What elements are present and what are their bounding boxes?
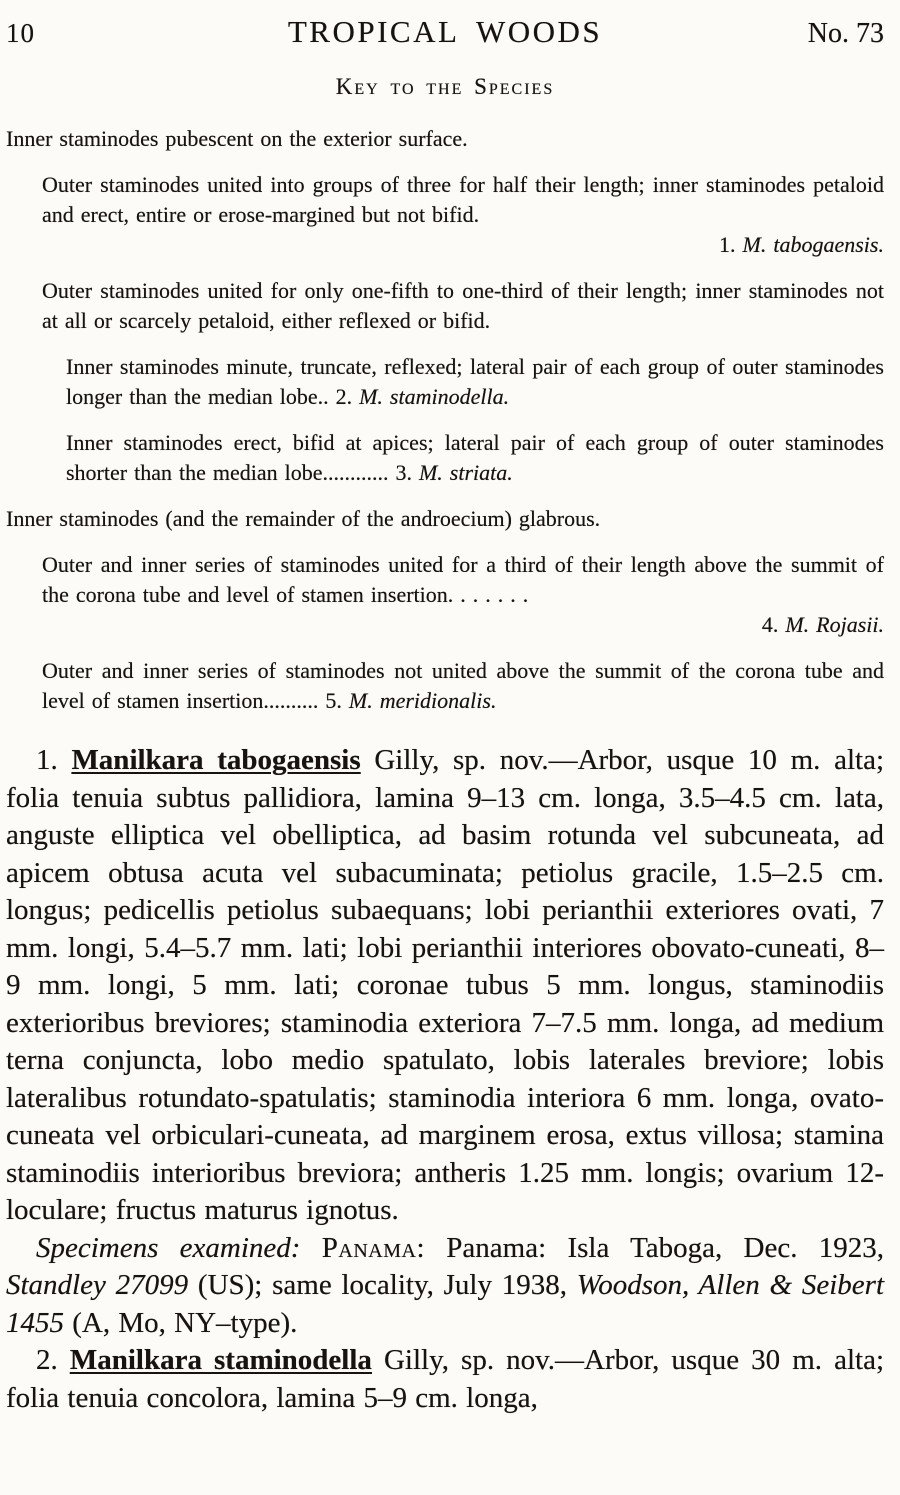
key-entry (42, 656, 884, 716)
text-run (300, 1232, 321, 1264)
key-entry (42, 276, 884, 336)
species-ref-number: 5. (325, 688, 349, 713)
key-entry (6, 504, 884, 534)
journal-title: TROPICAL WOODS (287, 14, 603, 49)
body-paragraph (6, 1230, 884, 1343)
species-ref (395, 460, 512, 485)
page-number: 10 (6, 18, 35, 48)
text-run: Manilkara tabogaensis (71, 744, 361, 776)
key-entry-text: Outer and inner series of staminodes not united above the summit of the corona tube and level of stamen insertion.......... (42, 658, 884, 713)
text-run: (A, Mo, NY–type). (64, 1306, 298, 1339)
species-ref (336, 384, 510, 409)
key-entry-text: Outer and inner series of staminodes united for a third of their length above the summit of the corona tube and level of stamen insertion. . . . . . . (42, 552, 884, 607)
key-entry (6, 124, 884, 154)
species-ref-name: M. meridionalis. (348, 688, 497, 713)
key-entry (42, 550, 884, 640)
key-entry-text: Outer staminodes united for only one-fifth to one-third of their length; inner staminodes not at all or scarcely petaloid, either reflexed or bifid. (42, 278, 884, 333)
species-ref-name: M. staminodella. (359, 384, 510, 409)
text-run: Specimens examined: (36, 1231, 301, 1264)
text-run: Woodson, Allen & Seibert 1455 (6, 1269, 884, 1339)
species-ref (325, 688, 496, 713)
text-run: Manilkara staminodella (69, 1344, 372, 1376)
body-paragraph (6, 1342, 884, 1417)
species-ref-number: 3. (395, 460, 419, 485)
text-run: Panama: (321, 1231, 426, 1264)
issue-number: No. 73 (807, 18, 884, 49)
key-entry-text: Inner staminodes erect, bifid at apices; lateral pair of each group of outer staminodes shorter than the median lobe............ (66, 430, 884, 485)
species-ref (719, 232, 884, 257)
species-ref-number: 1. (719, 232, 743, 257)
page-header (6, 14, 884, 50)
species-key (6, 124, 884, 716)
key-entry-text: Inner staminodes pubescent on the exterior surface. (6, 126, 468, 151)
key-heading: Key to the Species (335, 74, 555, 99)
text-run: Standley 27099 (6, 1269, 189, 1301)
species-ref (762, 612, 884, 637)
key-entry-text: Outer staminodes united into groups of three for half their length; inner staminodes petaloid and erect, entire or erose-margined but not bifid. (42, 172, 884, 227)
text-run: 2. (36, 1344, 70, 1376)
text-run: Panama: Isla Taboga, Dec. 1923, (425, 1231, 885, 1264)
body-paragraph (6, 742, 884, 1230)
species-ref-name: M. Rojasii. (785, 612, 884, 637)
text-run: Gilly, sp. nov.—Arbor, usque 10 m. alta; folia tenuia subtus pallidiora, lamina 9–13 cm. longa, 3.5–4.5 cm. lata, anguste elliptica vel obelliptica, ad basim rotunda vel subcuneata, ad apicem obtusa acuta vel subacuminata; petiolus gracile, 1.5–2.5 cm. longus; pedicellis petiolus subaequans; lobi perianthii exteriores ovati, 7 mm. longi, 5.4–5.7 mm. lati; lobi perianthii interiores obovato-cuneati, 8–9 mm. longi, 5 mm. lati; coronae tubus 5 mm. longus, staminodiis exterioribus breviores; staminodia exteriora 7–7.5 mm. longa, ad medium terna conjuncta, lobo medio spatulato, lobis laterales breviore; lobis lateralibus rotundato-spatulatis; staminodia interiora 6 mm. longa, ovato-cuneata vel orbiculari-cuneata, ad marginem erosa, extus villosa; stamina staminodiis interioribus breviora; antheris 1.25 mm. longis; ovarium 12-loculare; fructus maturus ignotus. (6, 744, 885, 1226)
species-ref-line (42, 230, 884, 260)
key-entry (42, 170, 884, 260)
species-descriptions (6, 742, 884, 1417)
species-ref-number: 2. (335, 384, 360, 409)
text-run: 1. (36, 744, 72, 776)
text-run: Gilly, sp. nov.—Arbor, usque 30 m. alta; folia tenuia concolora, lamina 5–9 cm. longa, (6, 1344, 885, 1414)
species-ref-name: M. striata. (418, 460, 513, 485)
key-entry (66, 428, 884, 488)
key-entry-text: Inner staminodes minute, truncate, reflexed; lateral pair of each group of outer staminodes longer than the median lobe.. (66, 354, 884, 409)
key-entry-text: Inner staminodes (and the remainder of the androecium) glabrous. (6, 506, 601, 531)
species-ref-line (42, 610, 884, 640)
text-run: (US); same locality, July 1938, (188, 1269, 577, 1301)
species-ref-number: 4. (761, 612, 786, 637)
key-entry (66, 352, 884, 412)
species-ref-name: M. tabogaensis. (742, 232, 884, 257)
